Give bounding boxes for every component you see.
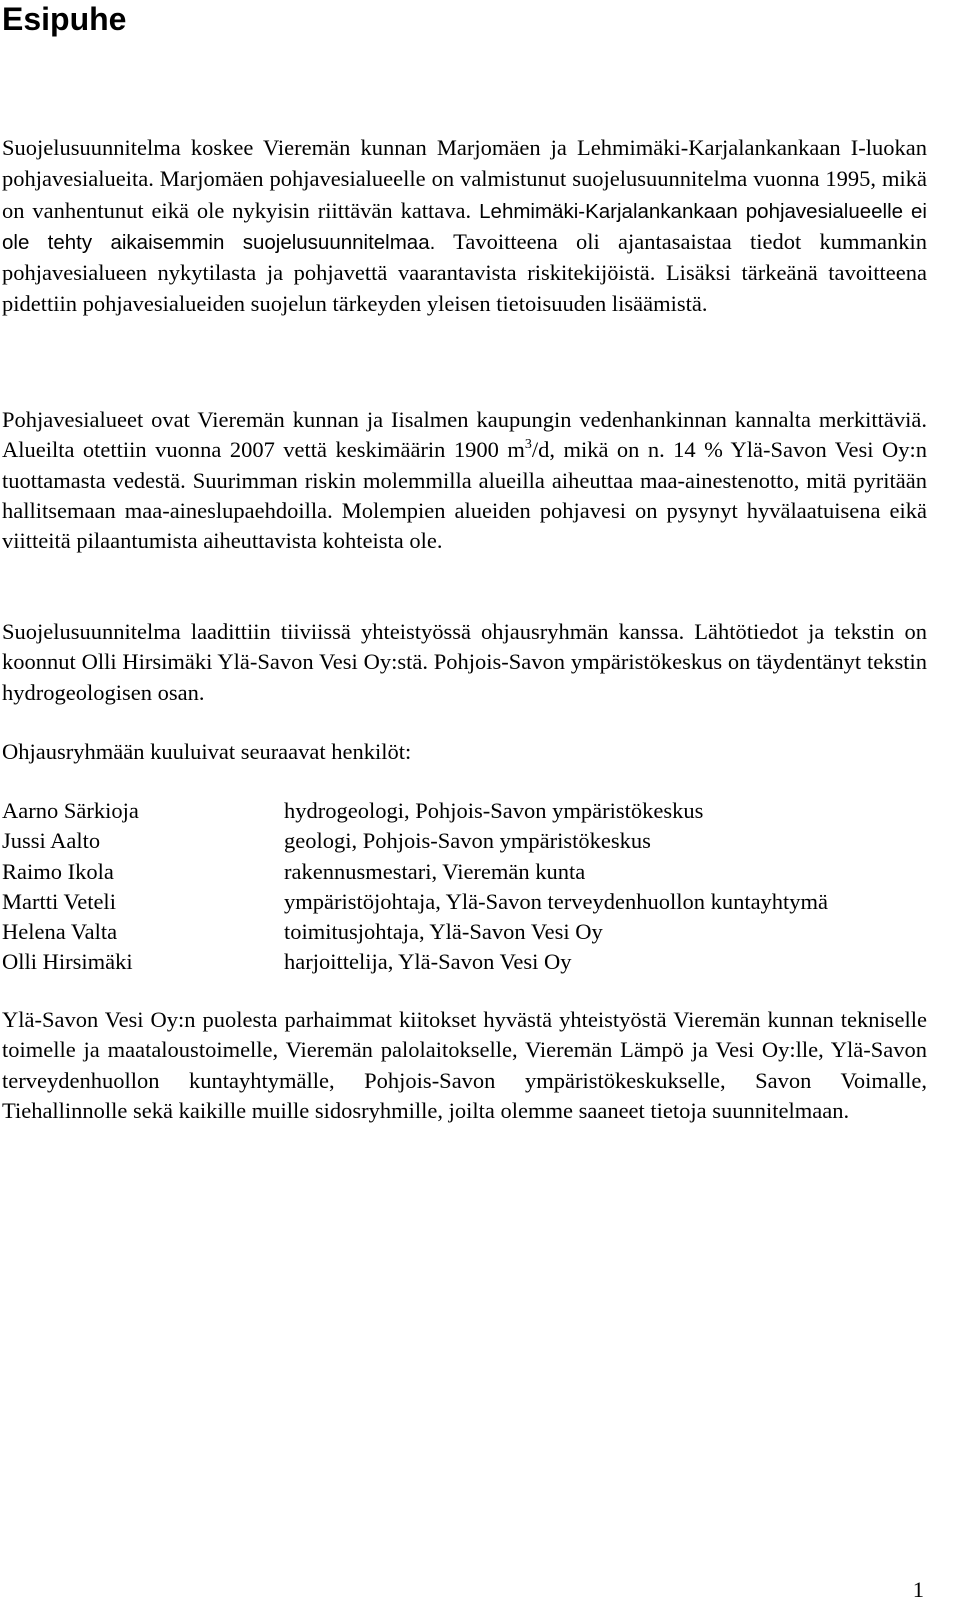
member-role: geologi, Pohjois-Savon ympäristökeskus — [284, 828, 651, 854]
intro-sentence-5: Lisäksi tärkeänä tavoitteena pidettiin pohjavesialueiden suojelun tärkeyden yleisen tietoisuuden lisäämistä. — [2, 260, 927, 317]
groundwater-paragraph — [2, 405, 927, 556]
page-title: Esipuhe — [2, 1, 127, 37]
member-role: ympäristöjohtaja, Ylä-Savon terveydenhuollon kuntayhtymä — [284, 888, 829, 914]
intro-sentence-1: Suojelusuunnitelma koskee Vieremän kunnan Marjomäen ja Lehmimäki-Karjalankankaan I-luokan pohjavesialueita. — [2, 135, 927, 192]
member-role: hydrogeologi, Pohjois-Savon ympäristökeskus — [284, 798, 704, 823]
groundwater-text-start: Pohjavesialueet ovat Vieremän kunnan ja Iisalmen kaupungin vedenhankinnan kannalta merkittäviä. Alueilta otettiin vuonna 2007 vettä keskimäärin 1900 m — [2, 407, 927, 463]
member-role: toimitusjohtaja, Ylä-Savon Vesi Oy — [284, 919, 603, 945]
member-row — [2, 826, 927, 856]
acknowledgements-paragraph: Ylä-Savon Vesi Oy:n puolesta parhaimmat kiitokset hyvästä yhteistyöstä Vieremän kunnan tekniselle toimelle ja maataloustoimelle, Vieremän palolaitokselle, Vieremän Lämpö ja Vesi Oy:lle, Ylä-Savon terveydenhuollon kuntayhtymälle, Pohjois-Savon ympäristökeskukselle, Savon Voimalle, Tiehallinnolle sekä kaikille muille sidosryhmille, joilta olemme saaneet tietoja suunnitelmaan. — [2, 1007, 927, 1123]
groundwater-text-end: /d, mikä on n. 14 % Ylä-Savon Vesi Oy:n tuottamasta vedestä. Suurimman riskin molemmilla alueilla aiheuttaa maa-ainestenotto, mitä pyritään hallitsemaan maa-aineslupaehdoilla. Molempien alueiden pohjavesi on pysynyt hyvälaatuisena eikä viitteitä pilaantumista aiheuttavista kohteista ole. — [2, 437, 927, 554]
member-name: Helena Valta — [2, 919, 118, 945]
cooperation-paragraph: Suojelusuunnitelma laadittiin tiiviissä yhteistyössä ohjausryhmän kanssa. Lähtötiedot ja tekstin on koonnut Olli Hirsimäki Ylä-Savon Vesi Oy:stä. Pohjois-Savon ympäristökeskus on täydentänyt tekstin hydrogeologisen osan. — [2, 619, 927, 705]
member-row — [2, 917, 927, 947]
member-row — [2, 947, 927, 977]
member-row — [2, 796, 927, 826]
page-number: 1 — [912, 1577, 924, 1602]
member-name: Aarno Särkioja — [2, 798, 139, 823]
cubic-superscript: 3 — [524, 437, 532, 453]
member-name: Raimo Ikola — [2, 858, 114, 884]
member-name: Martti Veteli — [2, 888, 116, 914]
member-name: Olli Hirsimäki — [2, 949, 133, 975]
steering-group-intro: Ohjausryhmään kuuluivat seuraavat henkilöt: — [2, 739, 412, 764]
member-role: rakennusmestari, Vieremän kunta — [284, 858, 586, 884]
member-name: Jussi Aalto — [2, 828, 101, 854]
steering-group-list — [2, 796, 927, 978]
intro-sentence-4: Tavoitteena oli ajantasaistaa tiedot kummankin pohjavesialueen nykytilasta ja pohjavettä vaarantavista riskitekijöistä. — [2, 228, 927, 286]
intro-sentence-2: Marjomäen pohjavesialueelle on valmistunut suojelusuunnitelma vuonna 1995, mikä on vanhentunut eikä ole nykyisin riittävän kattava. — [2, 166, 927, 223]
member-row — [2, 887, 927, 917]
member-role: harjoittelija, Ylä-Savon Vesi Oy — [284, 949, 572, 975]
intro-paragraph — [2, 133, 927, 321]
member-row — [2, 857, 927, 887]
intro-sentence-3: Lehmimäki-Karjalankankaan pohjavesialueelle ei ole tehty aikaisemmin suojelusuunnitelmaa. — [2, 199, 927, 254]
